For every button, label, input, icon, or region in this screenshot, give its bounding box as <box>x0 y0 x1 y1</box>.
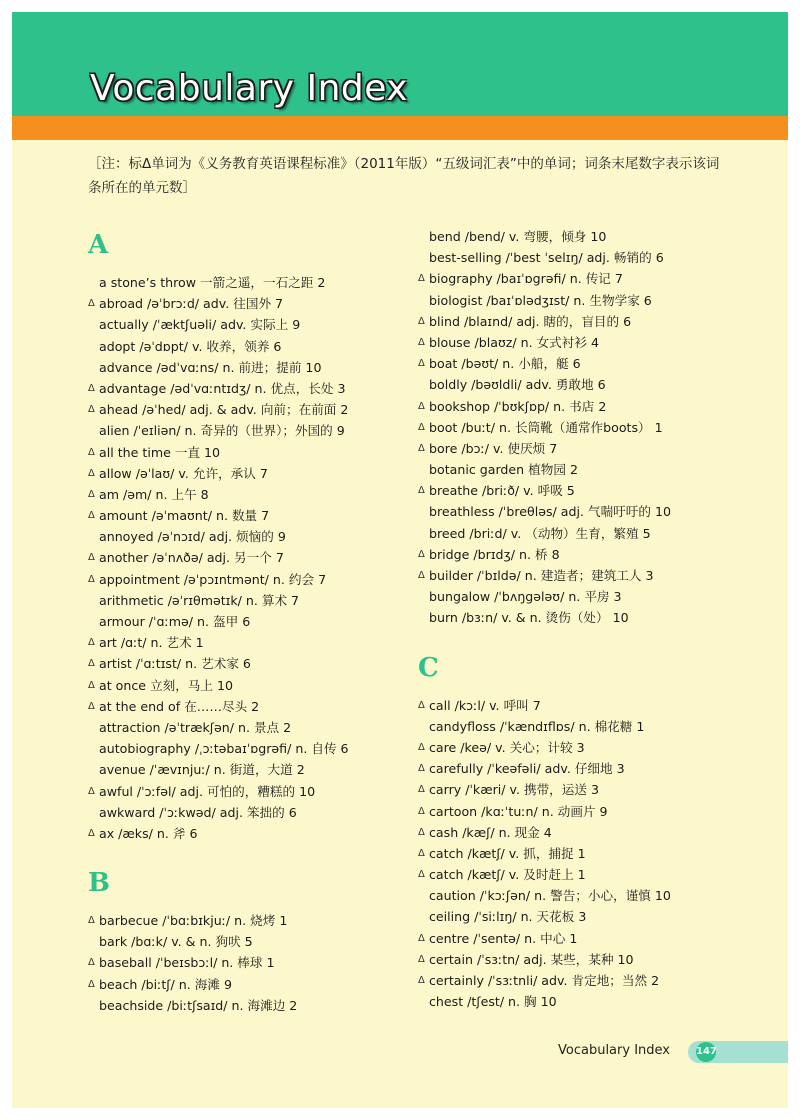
curriculum-marker: Δ <box>88 404 95 416</box>
curriculum-marker: Δ <box>418 570 425 581</box>
vocab-entry-text: armour /ˈɑːmə/ n. 盔甲 6 <box>99 614 251 629</box>
vocab-entry-text: at the end of 在……尽头 2 <box>99 698 260 714</box>
vocab-entry-text: artist /ˈɑːtɪst/ n. 艺术家 6 <box>99 656 251 672</box>
vocab-entry-text: centre /ˈsentə/ n. 中心 1 <box>429 930 578 946</box>
section-letter: A <box>88 230 109 260</box>
vocab-entry <box>88 759 408 780</box>
vocab-entry-text: boat /bəʊt/ n. 小船，艇 6 <box>429 356 581 372</box>
vocab-entry <box>418 226 758 247</box>
curriculum-marker: Δ <box>88 637 95 649</box>
vocab-entry <box>88 569 408 590</box>
vocab-entry-text: catch /kætʃ/ v. 及时赶上 1 <box>429 867 586 883</box>
vocab-entry-text: carry /ˈkæri/ v. 携带，运送 3 <box>429 782 599 798</box>
curriculum-marker: Δ <box>88 573 95 585</box>
vocab-entry <box>418 438 758 459</box>
vocab-entry-text: breed /briːd/ v. （动物）生育，繁殖 5 <box>429 525 651 541</box>
vocab-entry <box>88 420 408 441</box>
vocab-entry-text: avenue /ˈævɪnjuː/ n. 街道，大道 2 <box>99 762 305 778</box>
vocab-entry <box>418 565 758 586</box>
vocab-entry-text: am /əm/ n. 上午 8 <box>99 486 209 502</box>
vocab-entry-text: burn /bɜːn/ v. & n. 烫伤（处） 10 <box>429 610 629 626</box>
left-column <box>88 224 408 1016</box>
vocab-entry-text: best-selling /ˈbest ˈselɪŋ/ adj. 畅销的 6 <box>429 250 664 266</box>
curriculum-marker: Δ <box>88 298 95 310</box>
curriculum-marker: Δ <box>418 953 425 965</box>
vocab-entry <box>88 974 408 995</box>
vocab-entry <box>418 991 758 1012</box>
vocab-entry <box>418 843 758 864</box>
page-title: Vocabulary Index <box>90 68 409 109</box>
vocab-entry-text: bungalow /ˈbʌŋgələʊ/ n. 平房 3 <box>429 589 622 605</box>
page <box>12 12 788 1108</box>
vocab-entry <box>418 353 758 374</box>
curriculum-marker: Δ <box>88 785 95 797</box>
vocab-entry-text: another /əˈnʌðə/ adj. 另一个 7 <box>99 550 284 566</box>
vocab-entry <box>418 544 758 565</box>
section-letter: C <box>418 652 439 683</box>
curriculum-marker: Δ <box>88 552 95 564</box>
vocab-entry-text: beach /biːtʃ/ n. 海滩 9 <box>99 976 232 992</box>
vocab-entry-text: chest /tʃest/ n. 胸 10 <box>429 994 557 1010</box>
vocab-entry <box>418 332 758 353</box>
vocab-entry-text: biography /baɪˈɒgrəfi/ n. 传记 7 <box>429 271 623 287</box>
vocab-entry <box>418 970 758 991</box>
curriculum-marker: Δ <box>418 826 425 838</box>
vocab-entry <box>88 952 408 973</box>
vocab-entry-text: awful /ˈɔːfəl/ adj. 可怕的，糟糕的 10 <box>99 783 316 799</box>
vocab-entry-text: carefully /ˈkeəfəli/ adv. 仔细地 3 <box>429 761 625 777</box>
curriculum-marker: Δ <box>88 658 95 670</box>
vocab-entry <box>88 272 408 293</box>
curriculum-marker: Δ <box>88 827 95 839</box>
vocab-entry-text: bend /bend/ v. 弯腰，倾身 10 <box>429 229 607 244</box>
vocab-entry <box>88 357 408 378</box>
vocab-entry-text: actually /ˈæktʃuəli/ adv. 实际上 9 <box>99 317 301 333</box>
vocab-entry-text: abroad /əˈbrɔːd/ adv. 往国外 7 <box>99 296 284 312</box>
vocab-entry-text: bore /bɔː/ v. 使厌烦 7 <box>429 440 558 456</box>
vocab-entry-text: care /keə/ v. 关心；计较 3 <box>429 739 585 755</box>
vocab-entry <box>418 779 758 800</box>
page-badge <box>688 1041 788 1063</box>
vocab-entry-text: ceiling /ˈsiːlɪŋ/ n. 天花板 3 <box>429 909 587 925</box>
vocab-entry <box>418 417 758 438</box>
vocab-entry <box>418 268 758 289</box>
curriculum-marker: Δ <box>88 700 95 712</box>
curriculum-marker: Δ <box>88 915 95 927</box>
section-letter: B <box>88 868 110 899</box>
curriculum-marker: Δ <box>418 975 425 986</box>
page-number: 147 <box>696 1042 716 1062</box>
curriculum-marker: Δ <box>418 442 425 454</box>
vocab-entry-text: ax /æks/ n. 斧 6 <box>99 825 198 841</box>
vocab-entry-text: attraction /əˈtrækʃən/ n. 景点 2 <box>99 719 292 735</box>
curriculum-marker: Δ <box>418 763 425 775</box>
vocab-entry-text: awkward /ˈɔːkwəd/ adj. 笨拙的 6 <box>99 804 297 820</box>
curriculum-marker: Δ <box>418 315 425 327</box>
vocab-entry-text: a stone’s throw 一箭之遥，一石之距 2 <box>99 275 326 290</box>
vocab-entry-text: advance /ədˈvɑːns/ n. 前进；提前 10 <box>99 359 322 375</box>
vocab-entry <box>418 290 758 311</box>
vocab-entry-text: cartoon /kɑːˈtuːn/ n. 动画片 9 <box>429 803 608 819</box>
vocab-entry-text: breathe /briːð/ v. 呼吸 5 <box>429 483 575 499</box>
curriculum-marker: Δ <box>418 847 425 859</box>
vocab-entry <box>418 906 758 927</box>
vocab-entry <box>418 459 758 480</box>
vocab-entry <box>88 781 408 802</box>
vocab-entry-text: autobiography /ˌɔːtəbaɪˈɒgrəfi/ n. 自传 6 <box>99 741 349 757</box>
index-note: ［注：标Δ单词为《义务教育英语课程标准》（2011年版）“五级词汇表”中的单词；词条末尾数字表示该词条所在的单元数］ <box>88 156 720 196</box>
vocab-entry-text: amount /əˈmaʊnt/ n. 数量 7 <box>99 508 270 524</box>
vocab-entry <box>418 480 758 501</box>
vocab-entry-text: adopt /əˈdɒpt/ v. 收养，领养 6 <box>99 338 282 354</box>
curriculum-marker: Δ <box>88 467 95 479</box>
curriculum-marker: Δ <box>418 485 425 497</box>
vocab-entry <box>88 378 408 399</box>
vocab-entry <box>418 801 758 822</box>
vocab-entry <box>88 293 408 314</box>
vocab-entry <box>88 314 408 335</box>
vocab-entry-text: at once 立刻，马上 10 <box>99 677 234 693</box>
vocab-entry <box>88 526 408 547</box>
curriculum-marker: Δ <box>88 510 95 522</box>
vocab-entry-text: allow /əˈlaʊ/ v. 允许，承认 7 <box>99 465 268 481</box>
vocab-entry-text: certainly /ˈsɜːtnli/ adv. 肯定地；当然 2 <box>429 973 660 988</box>
vocab-entry <box>88 823 408 844</box>
vocab-entry <box>88 995 408 1016</box>
vocab-entry-text: candyfloss /ˈkændɪflɒs/ n. 棉花糖 1 <box>429 718 645 734</box>
curriculum-marker: Δ <box>418 932 425 944</box>
vocab-entry <box>88 484 408 505</box>
section-spacer <box>88 844 408 860</box>
curriculum-marker: Δ <box>88 488 95 500</box>
vocab-entry <box>88 547 408 568</box>
vocab-entry <box>88 653 408 674</box>
vocab-entry <box>418 311 758 332</box>
curriculum-marker: Δ <box>418 741 425 753</box>
vocab-entry <box>418 716 758 737</box>
vocab-entry-text: catch /kætʃ/ v. 抓，捕捉 1 <box>429 845 586 861</box>
vocab-entry <box>88 675 408 696</box>
vocab-entry <box>418 396 758 417</box>
curriculum-marker: Δ <box>418 869 425 881</box>
curriculum-marker: Δ <box>418 548 425 560</box>
vocab-entry <box>88 717 408 738</box>
vocab-entry-text: caution /ˈkɔːʃən/ n. 警告；小心，谨慎 10 <box>429 888 671 904</box>
vocab-entry-text: annoyed /əˈnɔɪd/ adj. 烦恼的 9 <box>99 529 286 545</box>
vocab-entry-text: boot /buːt/ n. 长筒靴（通常作boots） 1 <box>429 419 663 435</box>
vocab-entry <box>418 822 758 843</box>
vocab-entry-text: bark /bɑːk/ v. & n. 狗吠 5 <box>99 934 253 950</box>
vocab-entry <box>418 885 758 906</box>
vocab-entry-text: call /kɔːl/ v. 呼叫 7 <box>429 697 541 713</box>
curriculum-marker: Δ <box>418 784 425 796</box>
vocab-entry <box>418 695 758 716</box>
vocab-entry-text: boldly /bəʊldli/ adv. 勇敢地 6 <box>429 377 606 393</box>
vocab-entry <box>88 505 408 526</box>
right-column <box>418 226 758 1012</box>
footer-label: Vocabulary Index <box>558 1043 670 1058</box>
vocab-entry-text: biologist /baɪˈɒlədʒɪst/ n. 生物学家 6 <box>429 292 652 308</box>
vocab-entry <box>418 758 758 779</box>
vocab-entry <box>418 949 758 970</box>
vocab-entry-text: art /ɑːt/ n. 艺术 1 <box>99 635 204 651</box>
curriculum-marker: Δ <box>418 400 425 412</box>
vocab-entry <box>88 399 408 420</box>
curriculum-marker: Δ <box>88 679 95 691</box>
vocab-entry <box>88 442 408 463</box>
curriculum-marker: Δ <box>88 957 95 969</box>
vocab-entry-text: ahead /əˈhed/ adj. & adv. 向前；在前面 2 <box>99 402 349 418</box>
vocab-entry <box>418 247 758 268</box>
vocab-entry <box>418 501 758 522</box>
vocab-entry <box>88 738 408 759</box>
vocab-entry-text: bookshop /ˈbʊkʃɒp/ n. 书店 2 <box>429 398 607 414</box>
vocab-entry <box>88 611 408 632</box>
section-spacer <box>418 629 758 645</box>
vocab-entry <box>88 632 408 653</box>
curriculum-marker: Δ <box>418 336 425 348</box>
vocab-entry <box>418 374 758 395</box>
vocab-entry-text: all the time 一直 10 <box>99 444 221 460</box>
vocab-entry <box>418 586 758 607</box>
curriculum-marker: Δ <box>418 273 425 285</box>
header-stripe <box>12 116 788 140</box>
curriculum-marker: Δ <box>88 978 95 990</box>
vocab-entry <box>88 336 408 357</box>
vocab-entry-text: blind /blaɪnd/ adj. 瞎的，盲目的 6 <box>429 313 632 329</box>
vocab-entry-text: certain /ˈsɜːtn/ adj. 某些，某种 10 <box>429 951 634 967</box>
vocab-entry-text: builder /ˈbɪldə/ n. 建造者；建筑工人 3 <box>429 568 654 583</box>
vocab-entry <box>418 928 758 949</box>
curriculum-marker: Δ <box>418 805 425 817</box>
vocab-entry <box>88 696 408 717</box>
vocab-entry-text: barbecue /ˈbɑːbɪkjuː/ n. 烧烤 1 <box>99 913 288 929</box>
vocab-entry-text: advantage /ədˈvɑːntɪdʒ/ n. 优点，长处 3 <box>99 380 346 396</box>
vocab-entry-text: blouse /blaʊz/ n. 女式衬衫 4 <box>429 334 599 350</box>
vocab-entry-text: cash /kæʃ/ n. 现金 4 <box>429 824 552 840</box>
curriculum-marker: Δ <box>418 699 425 711</box>
curriculum-marker: Δ <box>418 421 425 433</box>
curriculum-marker: Δ <box>88 446 95 458</box>
vocab-entry-text: appointment /əˈpɔɪntmənt/ n. 约会 7 <box>99 571 327 587</box>
vocab-entry-text: baseball /ˈbeɪsbɔːl/ n. 棒球 1 <box>99 955 275 971</box>
vocab-entry <box>88 590 408 611</box>
vocab-entry-text: bridge /brɪdʒ/ n. 桥 8 <box>429 546 560 562</box>
vocab-entry <box>418 523 758 544</box>
vocab-entry-text: beachside /biːtʃsaɪd/ n. 海滩边 2 <box>99 997 298 1013</box>
vocab-entry-text: arithmetic /əˈrɪθmətɪk/ n. 算术 7 <box>99 592 300 608</box>
vocab-entry <box>418 607 758 628</box>
curriculum-marker: Δ <box>418 358 425 370</box>
curriculum-marker: Δ <box>88 382 95 394</box>
vocab-entry-text: botanic garden 植物园 2 <box>429 462 578 478</box>
vocab-entry-text: breathless /ˈbreθləs/ adj. 气喘吁吁的 10 <box>429 504 671 520</box>
vocab-entry-text: alien /ˈeɪliən/ n. 奇异的（世界）；外国的 9 <box>99 423 345 439</box>
vocab-entry <box>418 737 758 758</box>
vocab-entry <box>88 931 408 952</box>
vocab-entry <box>418 864 758 885</box>
vocab-entry <box>88 910 408 931</box>
vocab-entry <box>88 463 408 484</box>
vocab-entry <box>88 802 408 823</box>
